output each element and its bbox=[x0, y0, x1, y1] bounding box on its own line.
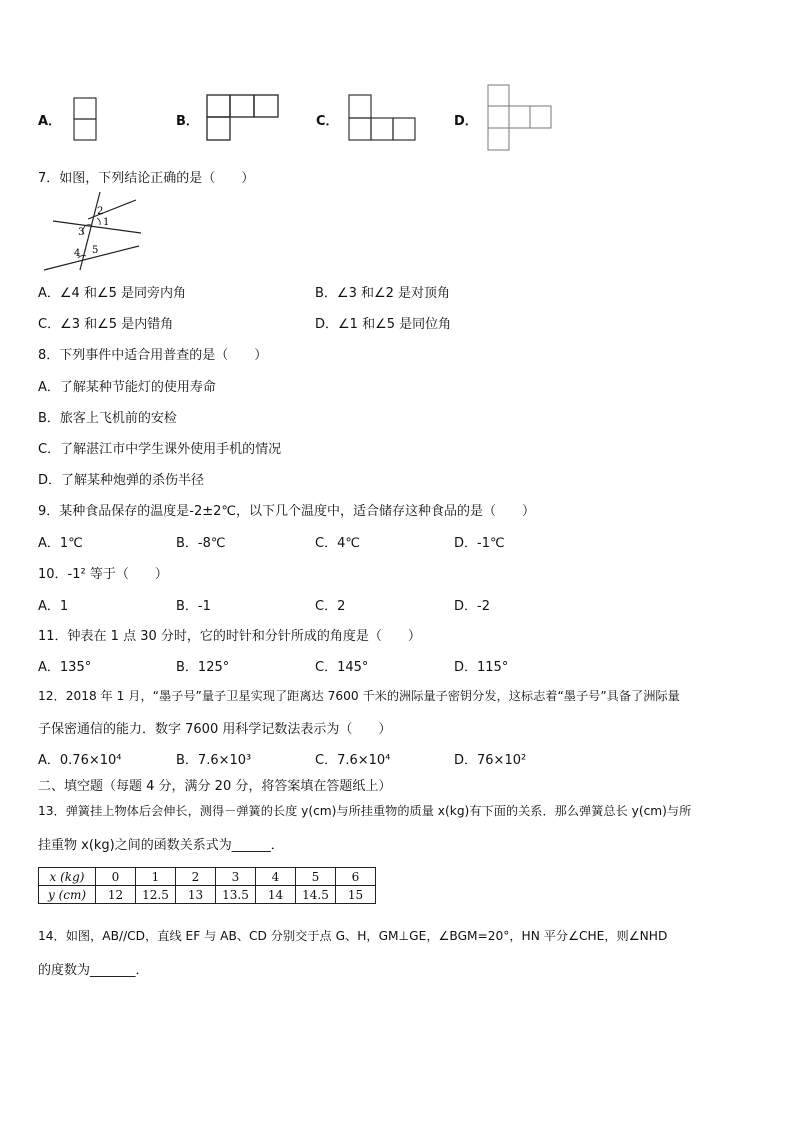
q12-option-a-text: 0.76×10⁴ bbox=[59, 753, 122, 768]
q6-option-b-label: B． bbox=[176, 114, 199, 129]
q6-option-d-label: D． bbox=[454, 114, 478, 129]
q7-angle-label-4: 4 bbox=[74, 248, 81, 259]
q6-option-c-label: C． bbox=[316, 114, 339, 129]
q9-option-d bbox=[454, 532, 505, 551]
q12-option-b-label: B． bbox=[176, 753, 198, 768]
q13-data-table bbox=[38, 867, 376, 904]
q12-option-c-text: 7.6×10⁴ bbox=[337, 753, 391, 768]
q11-option-b-label: B． bbox=[176, 660, 198, 675]
q10-stem: 10．-1² 等于（ ） bbox=[38, 567, 168, 582]
q7-option-a bbox=[38, 282, 186, 301]
q11-option-c-text: 145° bbox=[337, 660, 369, 675]
q9-option-c-label: C． bbox=[315, 536, 338, 551]
q12-option-d bbox=[454, 749, 526, 768]
table-cell: 6 bbox=[336, 868, 376, 886]
q10-option-d-label: D． bbox=[454, 599, 478, 614]
q10-option-c-text: 2 bbox=[337, 599, 346, 614]
q10-option-d bbox=[454, 595, 490, 614]
q7-figure bbox=[40, 190, 146, 274]
q7-angle-label-1: 1 bbox=[103, 217, 110, 228]
section2-title: 二、填空题（每题 4 分，满分 20 分，将答案填在答题纸上） bbox=[38, 779, 392, 794]
q11-option-a-text: 135° bbox=[59, 660, 92, 675]
q8-option-b-text: 旅客上飞机前的安检 bbox=[59, 411, 177, 426]
q10-option-c bbox=[315, 595, 345, 614]
table-cell: 1 bbox=[136, 868, 176, 886]
q7-angle-label-5: 5 bbox=[92, 245, 99, 256]
q7-option-d-label: D． bbox=[315, 317, 339, 332]
q11-option-d bbox=[454, 656, 508, 675]
q9-option-b-label: B． bbox=[176, 536, 198, 551]
q8-option-c-label: C． bbox=[38, 442, 61, 457]
q7-option-b-label: B． bbox=[315, 286, 337, 301]
q9-stem: 9．某种食品保存的温度是-2±2℃，以下几个温度中，适合储存这种食品的是（ ） bbox=[38, 504, 535, 519]
q9-option-b-text: -8℃ bbox=[197, 536, 226, 551]
q8-option-c bbox=[38, 438, 281, 457]
q11-stem: 11．钟表在 1 点 30 分时，它的时针和分针所成的角度是（ ） bbox=[38, 629, 421, 644]
q12-stem-line2: 子保密通信的能力．数字 7600 用科学记数法表示为（ ） bbox=[38, 722, 392, 737]
q9-option-b bbox=[176, 532, 225, 551]
table-cell: 14.5 bbox=[296, 886, 336, 904]
q8-option-a-text: 了解某种节能灯的使用寿命 bbox=[59, 380, 216, 395]
q11-option-b bbox=[176, 656, 229, 675]
table-cell: 12.5 bbox=[136, 886, 176, 904]
q8-stem: 8．下列事件中适合用普查的是（ ） bbox=[38, 348, 268, 363]
q11-option-a bbox=[38, 656, 91, 675]
q10-option-b bbox=[176, 595, 211, 614]
q10-option-d-text: -2 bbox=[477, 599, 490, 614]
q14-stem-line1: 14．如图，AB//CD，直线 EF 与 AB、CD 分别交于点 G、H，GM⊥GE，∠BGM=20°，HN 平分∠CHE，则∠NHD bbox=[38, 929, 668, 943]
table-cell: 13 bbox=[176, 886, 216, 904]
q7-option-c-label: C． bbox=[38, 317, 61, 332]
table-cell: 3 bbox=[216, 868, 256, 886]
q9-option-d-label: D． bbox=[454, 536, 478, 551]
table-row-y bbox=[39, 886, 376, 904]
q12-option-a bbox=[38, 749, 122, 768]
q6-figure-c bbox=[348, 94, 418, 142]
q11-option-c bbox=[315, 656, 368, 675]
q13-stem-line2: 挂重物 x(kg)之间的函数关系式为______． bbox=[38, 838, 284, 853]
q12-option-c bbox=[315, 749, 390, 768]
table-cell: 13.5 bbox=[216, 886, 256, 904]
q12-option-b-text: 7.6×10³ bbox=[197, 753, 252, 768]
q11-option-b-text: 125° bbox=[197, 660, 230, 675]
q13-stem-line1: 13．弹簧挂上物体后会伸长，测得－弹簧的长度 y(cm)与所挂重物的质量 x(kg)有下面的关系．那么弹簧总长 y(cm)与所 bbox=[38, 804, 692, 818]
q12-option-d-text: 76×10² bbox=[477, 753, 527, 768]
q9-option-a-label: A． bbox=[38, 536, 60, 551]
table-header-y: y (cm) bbox=[39, 886, 96, 904]
q10-option-b-label: B． bbox=[176, 599, 198, 614]
q7-option-b bbox=[315, 282, 450, 301]
q12-option-a-label: A． bbox=[38, 753, 60, 768]
q12-option-d-label: D． bbox=[454, 753, 478, 768]
q7-option-b-text: ∠3 和∠2 是对顶角 bbox=[336, 286, 451, 301]
q10-option-a bbox=[38, 595, 68, 614]
q6-figure-b bbox=[206, 94, 280, 142]
q6-option-a-label: A． bbox=[38, 114, 62, 129]
q11-option-d-text: 115° bbox=[477, 660, 509, 675]
q9-option-a-text: 1℃ bbox=[59, 536, 83, 551]
q10-option-a-text: 1 bbox=[59, 599, 69, 614]
table-cell: 4 bbox=[256, 868, 296, 886]
q7-option-d bbox=[315, 313, 451, 332]
table-cell: 2 bbox=[176, 868, 216, 886]
q8-option-b bbox=[38, 407, 177, 426]
q12-stem-line1: 12．2018 年 1 月，“墨子号”量子卫星实现了距离达 7600 千米的洲际量子密钥分发，这标志着“墨子号”具备了洲际量 bbox=[38, 689, 680, 703]
q7-option-d-text: ∠1 和∠5 是同位角 bbox=[338, 317, 452, 332]
q6-figure-a bbox=[73, 97, 97, 141]
q11-option-d-label: D． bbox=[454, 660, 478, 675]
q8-option-c-text: 了解湛江市中学生课外使用手机的情况 bbox=[60, 442, 282, 457]
table-row-x bbox=[39, 868, 376, 886]
table-cell: 12 bbox=[96, 886, 136, 904]
q7-option-a-text: ∠4 和∠5 是同旁内角 bbox=[59, 286, 187, 301]
table-cell: 5 bbox=[296, 868, 336, 886]
q12-option-c-label: C． bbox=[315, 753, 338, 768]
q7-angle-label-2: 2 bbox=[97, 206, 104, 217]
q12-option-b bbox=[176, 749, 251, 768]
q8-option-b-label: B． bbox=[38, 411, 60, 426]
q7-option-c-text: ∠3 和∠5 是内错角 bbox=[60, 317, 174, 332]
q8-option-d-label: D． bbox=[38, 473, 62, 488]
q8-option-a bbox=[38, 376, 216, 395]
q9-option-c bbox=[315, 532, 360, 551]
q11-option-c-label: C． bbox=[315, 660, 338, 675]
q9-option-d-text: -1℃ bbox=[477, 536, 505, 551]
q10-option-c-label: C． bbox=[315, 599, 338, 614]
q7-option-c bbox=[38, 313, 173, 332]
q11-option-a-label: A． bbox=[38, 660, 60, 675]
q7-angle-label-3: 3 bbox=[78, 227, 85, 238]
q8-option-a-label: A． bbox=[38, 380, 60, 395]
q7-stem: 7．如图，下列结论正确的是（ ） bbox=[38, 171, 255, 186]
q14-stem-line2: 的度数为_______． bbox=[38, 963, 149, 978]
table-cell: 14 bbox=[256, 886, 296, 904]
table-header-x: x (kg) bbox=[39, 868, 96, 886]
q10-option-a-label: A． bbox=[38, 599, 60, 614]
q9-option-c-text: 4℃ bbox=[337, 536, 360, 551]
q7-option-a-label: A． bbox=[38, 286, 60, 301]
table-cell: 15 bbox=[336, 886, 376, 904]
q8-option-d-text: 了解某种炮弹的杀伤半径 bbox=[61, 473, 205, 488]
table-cell: 0 bbox=[96, 868, 136, 886]
q9-option-a bbox=[38, 532, 83, 551]
q8-option-d bbox=[38, 469, 204, 488]
q6-figure-d bbox=[487, 84, 553, 152]
q10-option-b-text: -1 bbox=[197, 599, 211, 614]
